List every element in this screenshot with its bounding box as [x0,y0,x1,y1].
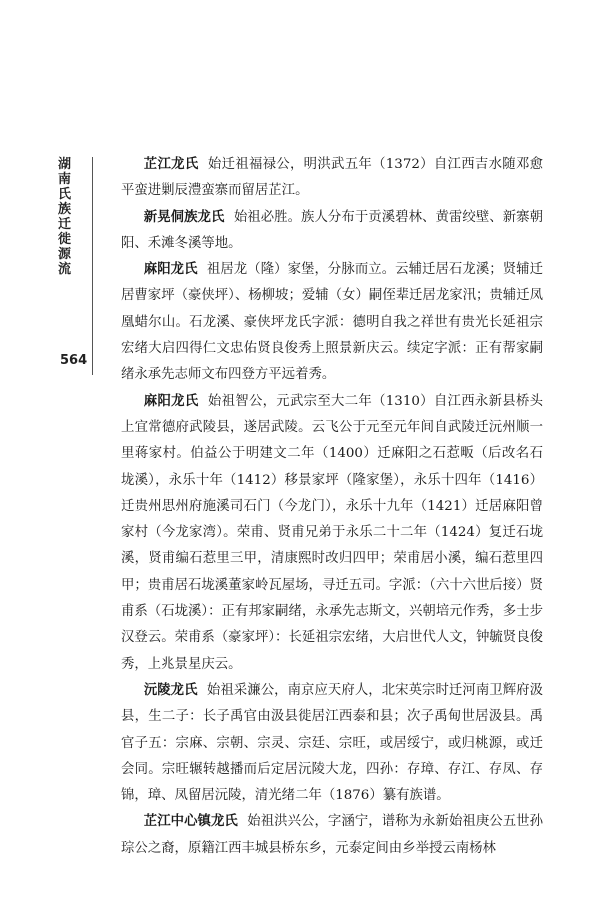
page-number: 564 [60,353,88,368]
entry-mayang-long-2 [121,389,543,678]
margin-divider [92,157,93,375]
entry-mayang-long-1 [121,257,543,388]
entry-text: 始祖洪兴公，字涵宁，谱称为永新始祖庚公五世孙琮公之裔，原籍江西丰城县桥东乡，元泰定间由乡举授云南杨林 [121,814,544,856]
entry-zhijiang-zhongxin-long [121,809,543,862]
entry-text: 始祖采濂公，南京应天府人，北宋英宗时迁河南卫辉府汲县，生二子：长子禹官由汲县徙居江西泰和县；次子禹甸世居汲县。禹官子五：宗麻、宗朝、宗灵、宗廷、宗旺，或居绥宁，或归桃源，或迁会同。宗旺辗转越播而后定居沅陵大龙，四孙：存璋、存江、存凤、存锦，璋、凤留居沅陵，清光绪二年（1876）纂有族谱。 [121,682,543,804]
entry-text: 始迁祖福禄公，明洪武五年（1372）自江西吉水随邓愈平蛮进剿辰澧蛮寨而留居芷江。 [121,157,544,199]
clan-heading: 麻阳龙氏 [143,393,199,409]
entry-yuanling-long [121,678,543,809]
clan-heading: 芷江龙氏 [143,157,199,172]
entry-xinhuang-long [121,205,543,258]
body-text [121,152,543,862]
clan-heading: 芷江中心镇龙氏 [143,814,238,830]
entry-text: 始祖智公，元武宗至大二年（1310）自江西永新县桥头上宜常德府武陵县，遂居武陵。云飞公于元至元年间自武陵迁沅州顺一里蒋家村。伯益公于明建文二年（1400）迁麻阳之石惹畈（后改名石垅溪），永乐十年（1412）移景家坪（隆家堡），永乐十四年（1416）迁贵州思州府施溪司石门（今龙门），永乐十九年（1421）迁居麻阳曾家村（今龙家湾）。荣甫、贤甫兄弟于永乐二十二年（1424）复迁石垅溪，贤甫编石惹里三甲，清康熙时改归四甲；荣甫居小溪，编石惹里四甲；贵甫居石垅溪董家岭瓦屋场，寻迁五司。字派：（六十六世后接）贤甫系（石垅溪）：正有邦家嗣绪，永承先志斯文，兴朝培元作秀，多士步汉登云。荣甫系（豪家坪）：长延祖宗宏绪，大启世代人文，钟毓贤良俊秀，上兆景星庆云。 [121,393,544,672]
book-title-vertical: 湖南氏族迁徙源流 [58,157,72,277]
clan-heading: 新晃侗族龙氏 [143,209,225,225]
clan-heading: 沅陵龙氏 [143,682,198,698]
entry-text: 始祖必胜。族人分布于贡溪碧林、黄雷绞壁、新寨朝阳、禾滩冬溪等地。 [121,209,543,251]
entry-zhijiang-long [121,152,543,205]
entry-text: 祖居龙（隆）家堡，分脉而立。云辅迁居石龙溪；贤辅迁居曹家坪（豪侠坪）、杨柳坡；爱辅（女）嗣侄辈迁居龙家汛；贵辅迁凤凰蜡尔山。石龙溪、豪侠坪龙氏字派：德明自我之祥世有贵光长延祖宗宏绪大启四得仁文忠佑贤良俊秀上照景新庆云。续定字派：正有帮家嗣绪永承先志师文布四登方平远着秀。 [121,262,543,383]
clan-heading: 麻阳龙氏 [143,262,198,278]
